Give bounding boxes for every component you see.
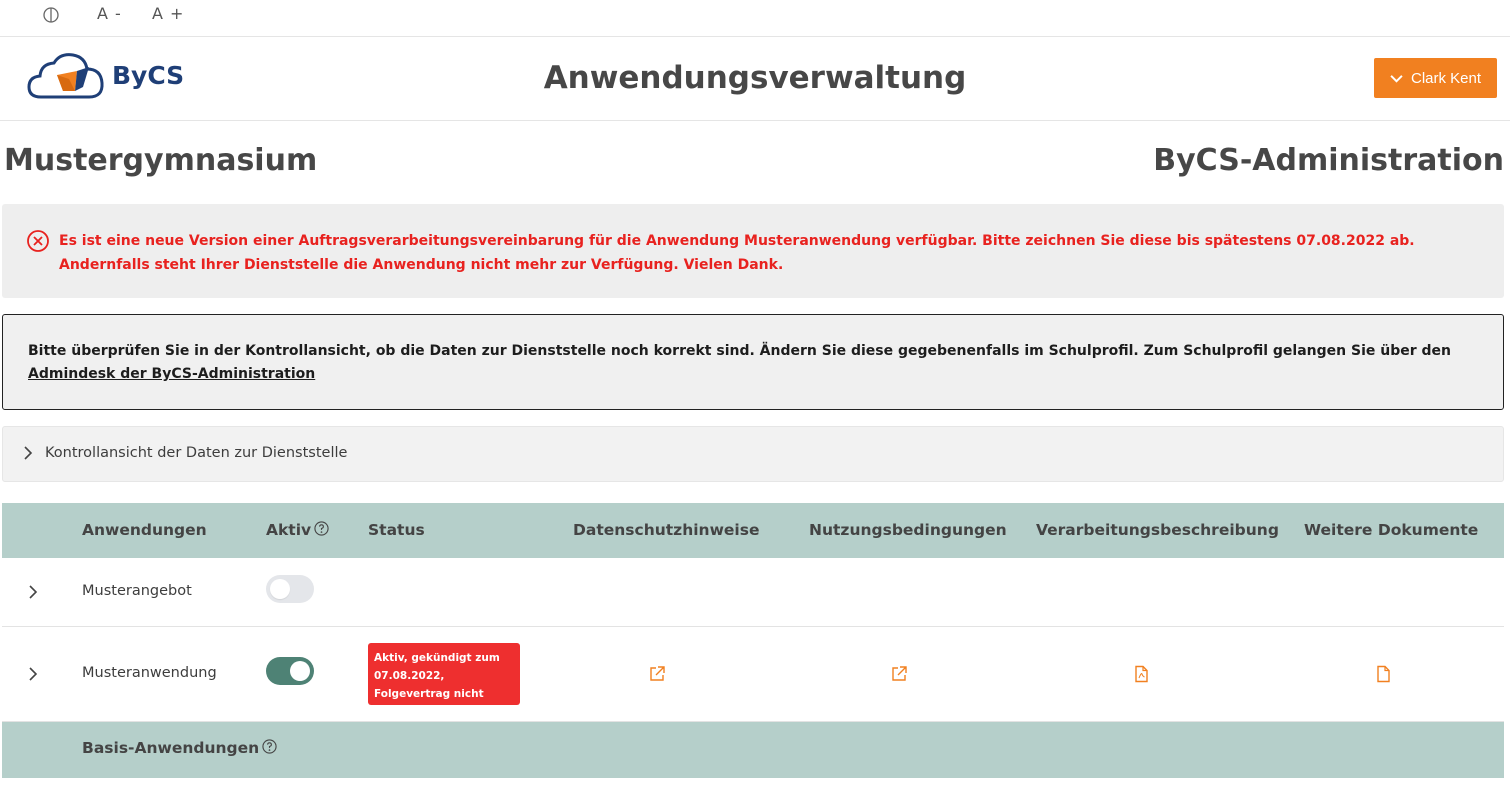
table-row (2, 558, 1504, 627)
help-icon[interactable] (314, 521, 329, 536)
chevron-right-icon (21, 445, 35, 461)
toggle-knob (270, 579, 290, 599)
header-apps: Anwendungen (82, 521, 207, 539)
admindesk-link[interactable]: Admindesk der ByCS-Administration (28, 366, 316, 382)
toggle-knob (290, 661, 310, 681)
status-badge: Aktiv, gekündigt zum 07.08.2022, Folgevertrag nicht gezeichnet! (368, 643, 520, 705)
header-status: Status (368, 521, 425, 539)
font-increase-button[interactable]: A + (152, 4, 185, 23)
header-processing: Verarbeitungsbeschreibung (1036, 521, 1279, 539)
applications-table-header (2, 503, 1504, 558)
external-link-icon[interactable] (648, 665, 666, 683)
organization-title: Mustergymnasium (4, 143, 318, 178)
error-circle-icon (26, 229, 50, 253)
app-name: Musterangebot (82, 583, 192, 599)
basis-apps-header (2, 722, 1504, 778)
section-title: ByCS-Administration (1153, 143, 1504, 178)
font-decrease-button[interactable]: A - (97, 4, 122, 23)
info-message-text: Bitte überprüfen Sie in der Kontrollansicht, ob die Daten zur Dienststelle noch korrekt sind. Ändern Sie diese gegebenenfalls im Schulprofil. Zum Schulprofil gelangen Sie über den (28, 343, 1451, 359)
contract-alert (2, 204, 1504, 298)
header-more-docs: Weitere Dokumente (1304, 521, 1479, 539)
active-toggle[interactable] (266, 575, 314, 603)
table-row (2, 627, 1504, 722)
header-active-label: Aktiv (266, 521, 312, 539)
chevron-down-icon (1390, 72, 1403, 85)
app-name: Musteranwendung (82, 665, 217, 681)
chevron-right-icon[interactable] (27, 666, 39, 682)
header-active (266, 521, 329, 539)
app-header (0, 37, 1510, 121)
alert-message: Es ist eine neue Version einer Auftragsverarbeitungsvereinbarung für die Anwendung Musteranwendung verfügbar. Bitte zeichnen Sie diese bis spätestens 07.08.2022 ab. Andernfalls steht Ihrer Dienststelle die Anwendung nicht mehr zur Verfügung. Vielen Dank. (59, 233, 1415, 273)
logo-text: ByCS (112, 61, 185, 90)
contrast-icon[interactable] (43, 7, 59, 23)
page-title: Anwendungsverwaltung (543, 60, 967, 96)
info-box (2, 314, 1504, 410)
chevron-right-icon[interactable] (27, 584, 39, 600)
header-basis-apps (82, 739, 277, 757)
header-terms: Nutzungsbedingungen (809, 521, 1007, 539)
pdf-file-icon[interactable] (1132, 665, 1150, 683)
accessibility-bar (0, 0, 1510, 37)
active-toggle[interactable] (266, 657, 314, 685)
info-message (28, 340, 1478, 386)
user-name: Clark Kent (1410, 69, 1482, 87)
header-basis-apps-label: Basis-Anwendungen (82, 739, 260, 757)
header-privacy: Datenschutzhinweise (573, 521, 760, 539)
control-view-accordion[interactable] (2, 426, 1504, 482)
external-link-icon[interactable] (890, 665, 908, 683)
user-menu-button[interactable] (1374, 58, 1497, 98)
document-icon[interactable] (1374, 665, 1392, 683)
accordion-label: Kontrollansicht der Daten zur Dienststelle (45, 445, 348, 461)
help-icon[interactable] (262, 739, 277, 754)
